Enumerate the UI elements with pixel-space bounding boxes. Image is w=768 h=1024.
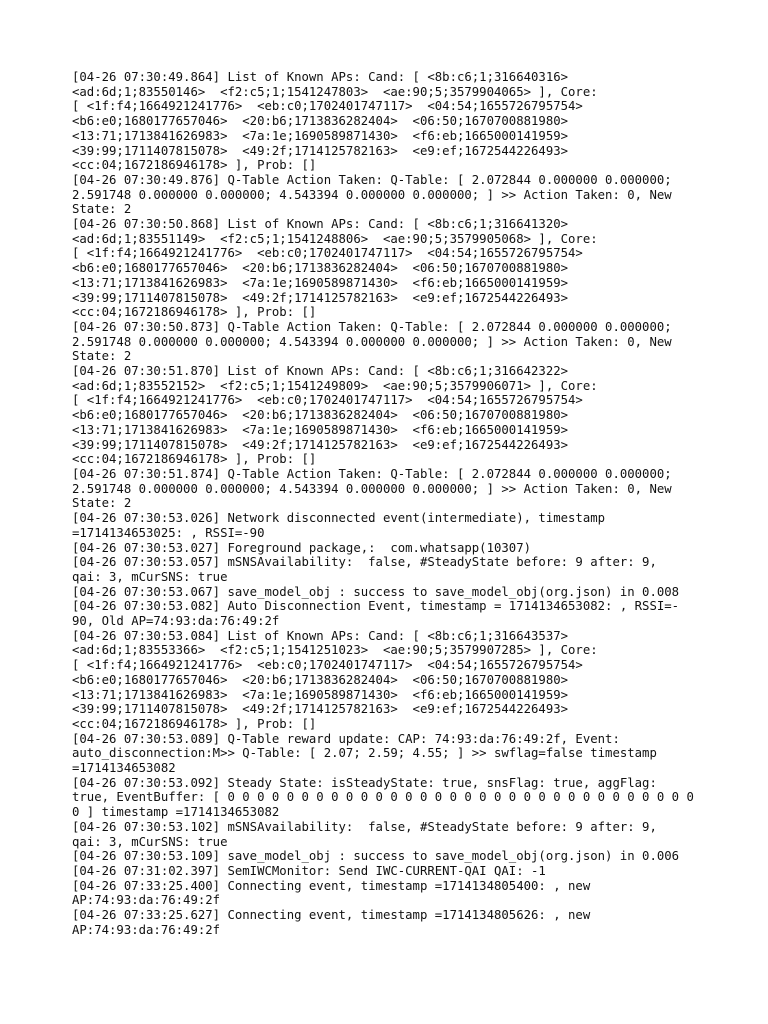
log-line: =1714134653082 [72,761,176,776]
log-line: [04-26 07:30:53.102] mSNSAvailability: false, #SteadyState before: 9 after: 9, [72,819,657,834]
log-line: <cc:04;1672186946178> ], Prob: [] [72,158,317,173]
log-line: <39:99;1711407815078> <49:2f;1714125782163> <e9:ef;1672544226493> [72,702,569,717]
log-line: [ <1f:f4;1664921241776> <eb:c0;1702401747117> <04:54;1655726795754> [72,658,583,673]
log-line: [04-26 07:30:50.868] List of Known APs: Cand: [ <8b:c6;1;316641320> [72,217,569,232]
log-line: 0 ] timestamp =1714134653082 [72,805,280,820]
log-line: <ad:6d;1;83551149> <f2:c5;1;1541248806> <ae:90;5;3579905068> ], Core: [72,231,598,246]
log-line: [04-26 07:31:02.397] SemIWCMonitor: Send IWC-CURRENT-QAI QAI: -1 [72,863,546,878]
log-line: <13:71;1713841626983> <7a:1e;1690589871430> <f6:eb;1665000141959> [72,422,569,437]
log-line: [ <1f:f4;1664921241776> <eb:c0;1702401747117> <04:54;1655726795754> [72,99,583,114]
log-line: AP:74:93:da:76:49:2f [72,893,221,908]
log-line: [04-26 07:33:25.400] Connecting event, timestamp =1714134805400: , new [72,878,591,893]
log-line: <ad:6d;1;83553366> <f2:c5;1;1541251023> <ae:90;5;3579907285> ], Core: [72,643,598,658]
log-line: [04-26 07:30:51.870] List of Known APs: Cand: [ <8b:c6;1;316642322> [72,364,569,379]
log-line: <39:99;1711407815078> <49:2f;1714125782163> <e9:ef;1672544226493> [72,143,569,158]
log-line: [04-26 07:30:53.026] Network disconnected event(intermediate), timestamp [72,511,606,526]
log-line: =1714134653025: , RSSI=-90 [72,525,265,540]
log-document [72,70,692,937]
log-line: <b6:e0;1680177657046> <20:b6;1713836282404> <06:50;1670700881980> [72,408,569,423]
log-line: <13:71;1713841626983> <7a:1e;1690589871430> <f6:eb;1665000141959> [72,687,569,702]
log-line: <b6:e0;1680177657046> <20:b6;1713836282404> <06:50;1670700881980> [72,114,569,129]
log-line: auto_disconnection:M>> Q-Table: [ 2.07; 2.59; 4.55; ] >> swflag=false timestamp [72,746,657,761]
log-line: [04-26 07:30:53.082] Auto Disconnection Event, timestamp = 1714134653082: , RSSI=- [72,599,680,614]
log-line: [04-26 07:30:51.874] Q-Table Action Taken: Q-Table: [ 2.072844 0.000000 0.000000; [72,466,672,481]
log-line: qai: 3, mCurSNS: true [72,569,228,584]
log-line: [ <1f:f4;1664921241776> <eb:c0;1702401747117> <04:54;1655726795754> [72,393,583,408]
log-line: 90, Old AP=74:93:da:76:49:2f [72,614,280,629]
log-line: <13:71;1713841626983> <7a:1e;1690589871430> <f6:eb;1665000141959> [72,275,569,290]
log-line: true, EventBuffer: [ 0 0 0 0 0 0 0 0 0 0 0 0 0 0 0 0 0 0 0 0 0 0 0 0 0 0 0 0 0 0 0 0 [72,790,694,805]
log-line: <39:99;1711407815078> <49:2f;1714125782163> <e9:ef;1672544226493> [72,290,569,305]
log-line: [ <1f:f4;1664921241776> <eb:c0;1702401747117> <04:54;1655726795754> [72,246,583,261]
log-line: <b6:e0;1680177657046> <20:b6;1713836282404> <06:50;1670700881980> [72,672,569,687]
log-line: <39:99;1711407815078> <49:2f;1714125782163> <e9:ef;1672544226493> [72,437,569,452]
log-line: [04-26 07:30:50.873] Q-Table Action Taken: Q-Table: [ 2.072844 0.000000 0.000000; [72,319,672,334]
log-line: <cc:04;1672186946178> ], Prob: [] [72,452,317,467]
log-line: <cc:04;1672186946178> ], Prob: [] [72,716,317,731]
log-line: 2.591748 0.000000 0.000000; 4.543394 0.000000 0.000000; ] >> Action Taken: 0, New [72,334,672,349]
log-line: <cc:04;1672186946178> ], Prob: [] [72,305,317,320]
log-line: [04-26 07:30:49.876] Q-Table Action Taken: Q-Table: [ 2.072844 0.000000 0.000000; [72,172,672,187]
log-line: [04-26 07:30:49.864] List of Known APs: Cand: [ <8b:c6;1;316640316> [72,70,569,84]
log-line: <13:71;1713841626983> <7a:1e;1690589871430> <f6:eb;1665000141959> [72,128,569,143]
log-line: AP:74:93:da:76:49:2f [72,922,221,937]
log-line: <ad:6d;1;83550146> <f2:c5;1;1541247803> <ae:90;5;3579904065> ], Core: [72,84,598,99]
log-line: [04-26 07:30:53.089] Q-Table reward update: CAP: 74:93:da:76:49:2f, Event: [72,731,620,746]
log-line: [04-26 07:30:53.109] save_model_obj : success to save_model_obj(org.json) in 0.006 [72,849,680,864]
log-line: [04-26 07:30:53.057] mSNSAvailability: false, #SteadyState before: 9 after: 9, [72,555,657,570]
log-line: qai: 3, mCurSNS: true [72,834,228,849]
log-line: <ad:6d;1;83552152> <f2:c5;1;1541249809> <ae:90;5;3579906071> ], Core: [72,378,598,393]
log-line: State: 2 [72,349,132,364]
log-line: State: 2 [72,496,132,511]
log-line: State: 2 [72,202,132,217]
log-line: 2.591748 0.000000 0.000000; 4.543394 0.000000 0.000000; ] >> Action Taken: 0, New [72,481,672,496]
log-line: [04-26 07:30:53.027] Foreground package,: com.whatsapp(10307) [72,540,532,555]
log-line: <b6:e0;1680177657046> <20:b6;1713836282404> <06:50;1670700881980> [72,261,569,276]
log-line: [04-26 07:30:53.084] List of Known APs: Cand: [ <8b:c6;1;316643537> [72,628,569,643]
log-line: [04-26 07:33:25.627] Connecting event, timestamp =1714134805626: , new [72,908,591,923]
log-line: 2.591748 0.000000 0.000000; 4.543394 0.000000 0.000000; ] >> Action Taken: 0, New [72,187,672,202]
log-line: [04-26 07:30:53.092] Steady State: isSteadyState: true, snsFlag: true, aggFlag: [72,775,657,790]
log-line: [04-26 07:30:53.067] save_model_obj : success to save_model_obj(org.json) in 0.008 [72,584,680,599]
